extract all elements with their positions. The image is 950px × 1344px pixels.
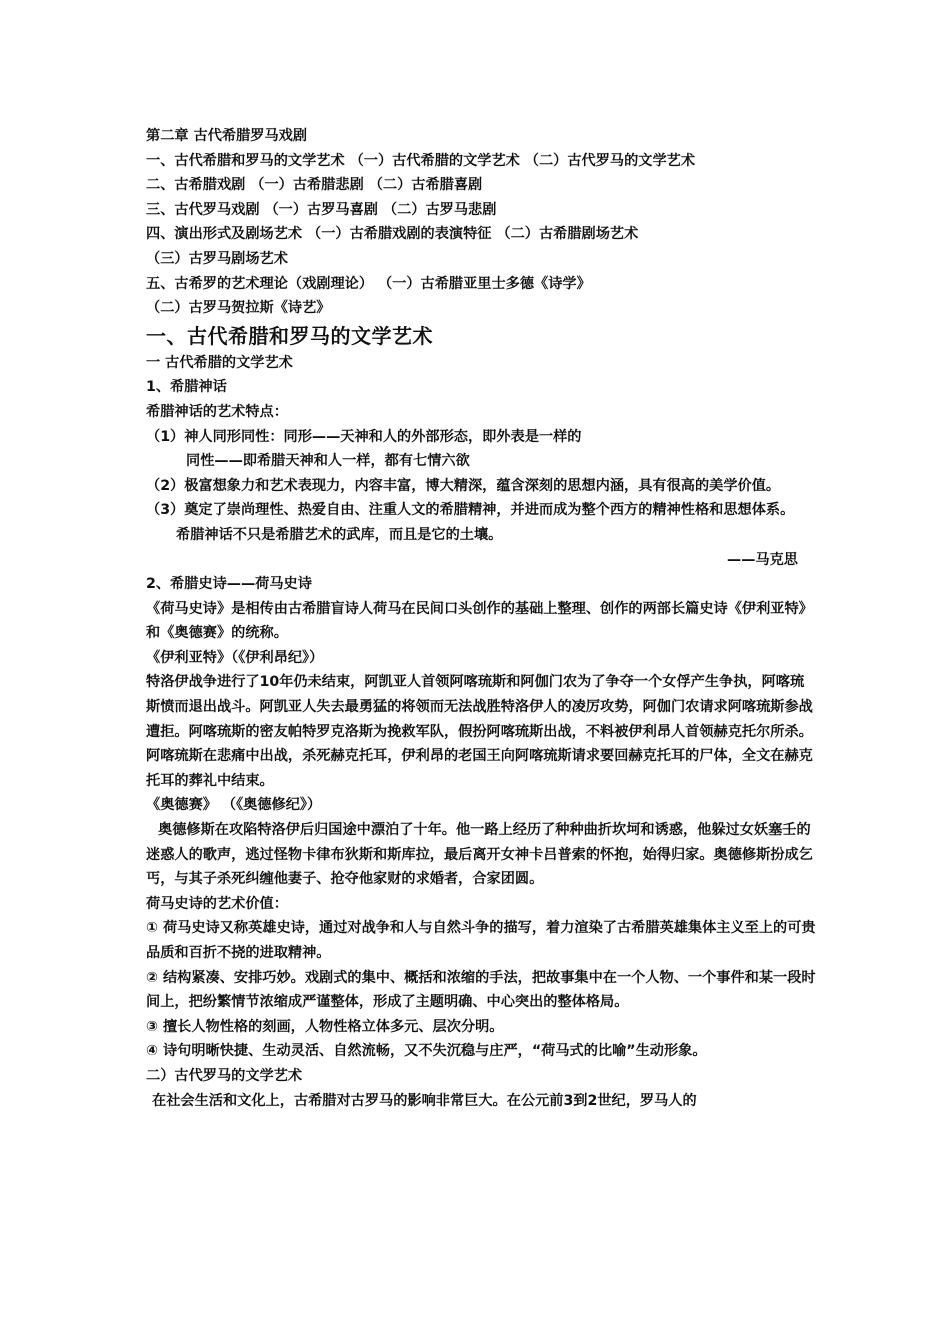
toc-line: 五、古希罗的艺术理论（戏剧理论） （一）古希腊亚里士多德《诗学》 bbox=[146, 275, 591, 292]
section-heading: 一、古代希腊和罗马的文学艺术 bbox=[146, 323, 433, 348]
quote-author: ——马克思 bbox=[727, 551, 798, 568]
toc-line: 一、古代希腊和罗马的文学艺术 （一）古代希腊的文学艺术 （二）古代罗马的文学艺术 bbox=[146, 152, 696, 169]
toc-line: （二）古罗马贺拉斯《诗艺》 bbox=[146, 300, 331, 317]
rome-title: 二）古代罗马的文学艺术 bbox=[146, 1067, 303, 1084]
value-point-4: ④ 诗句明晰快捷、生动灵活、自然流畅，又不失沉稳与庄严，“荷马式的比喻”生动形象。 bbox=[146, 1043, 707, 1060]
document-body bbox=[146, 124, 816, 1113]
toc-line: （三）古罗马剧场艺术 bbox=[146, 250, 288, 267]
iliad-title: 《伊利亚特》（《伊利昂纪》） bbox=[146, 649, 324, 666]
epic-title: 2、希腊史诗——荷马史诗 bbox=[146, 576, 312, 593]
value-label: 荷马史诗的艺术价值： bbox=[146, 895, 288, 912]
rome-text: 在社会生活和文化上，古希腊对古罗马的影响非常巨大。在公元前3到2世纪，罗马人的 bbox=[152, 1092, 697, 1109]
subsection-heading: 一 古代希腊的文学艺术 bbox=[146, 354, 293, 371]
myth-title: 1、希腊神话 bbox=[146, 379, 227, 396]
epic-intro: 《荷马史诗》是相传由古希腊盲诗人荷马在民间口头创作的基础上整理、创作的两部长篇史诗《伊利亚特》和《奥德赛》的统称。 bbox=[146, 600, 813, 642]
value-point-1: ① 荷马史诗又称英雄史诗，通过对战争和人与自然斗争的描写，着力渲染了古希腊英雄集体主义至上的可贵品质和百折不挠的进取精神。 bbox=[146, 920, 816, 961]
toc-line: 三、古代罗马戏剧 （一）古罗马喜剧 （二）古罗马悲剧 bbox=[146, 201, 497, 218]
myth-quote: 希腊神话不只是希腊艺术的武库，而且是它的土壤。 bbox=[176, 526, 503, 543]
odyssey-title: 《奥德赛》 （《奥德修纪》） bbox=[146, 797, 322, 814]
myth-point-1b: 同性——即希腊天神和人一样，都有七情六欲 bbox=[186, 453, 470, 470]
odyssey-text: 奥德修斯在攻陷特洛伊后归国途中漂泊了十年。他一路上经历了种种曲折坎坷和诱惑，他躲过女妖塞壬的迷惑人的歌声，逃过怪物卡律布狄斯和斯库拉，最后离开女神卡吕普索的怀抱，始得归家。奥德修斯扮成乞丐，与其子杀死纠缠他妻子、抢夺他家财的求婚者，合家团圆。 bbox=[146, 822, 813, 888]
value-point-3: ③ 擅长人物性格的刻画，人物性格立体多元、层次分明。 bbox=[146, 1018, 504, 1035]
toc-line: 二、古希腊戏剧 （一）古希腊悲剧 （二）古希腊喜剧 bbox=[146, 177, 483, 194]
value-point-2: ② 结构紧凑、安排巧妙。戏剧式的集中、概括和浓缩的手法，把故事集中在一个人物、一个事件和某一段时间上，把纷繁情节浓缩成严谨整体，形成了主题明确、中心突出的整体格局。 bbox=[146, 969, 816, 1011]
myth-label: 希腊神话的艺术特点： bbox=[146, 403, 288, 420]
myth-point-1: （1）神人同形同性：同形——天神和人的外部形态，即外表是一样的 bbox=[146, 428, 582, 445]
chapter-title: 第二章 古代希腊罗马戏剧 bbox=[146, 128, 308, 144]
myth-point-2: （2）极富想象力和艺术表现力，内容丰富，博大精深，蕴含深刻的思想内涵，具有很高的美学价值。 bbox=[146, 477, 781, 494]
toc-line: 四、演出形式及剧场艺术 （一）古希腊戏剧的表演特征 （二）古希腊剧场艺术 bbox=[146, 226, 639, 243]
myth-point-3: （3）奠定了崇尚理性、热爱自由、注重人文的希腊精神，并进而成为整个西方的精神性格和思想体系。 bbox=[146, 502, 795, 519]
iliad-text: 特洛伊战争进行了10年仍未结束，阿凯亚人首领阿喀琉斯和阿伽门农为了争夺一个女俘产生争执，阿喀琉斯愤而退出战斗。阿凯亚人失去最勇猛的将领而无法战胜特洛伊人的凌厉攻势，阿伽门农请求阿喀琉斯参战遭拒。阿喀琉斯的密友帕特罗克洛斯为挽救军队，假扮阿喀琉斯出战，不料被伊利昂人首领赫克托尔所杀。阿喀琉斯在悲痛中出战，杀死赫克托耳，伊利昂的老国王向阿喀琉斯请求要回赫克托耳的尸体，全文在赫克托耳的葬礼中结束。 bbox=[146, 674, 813, 789]
